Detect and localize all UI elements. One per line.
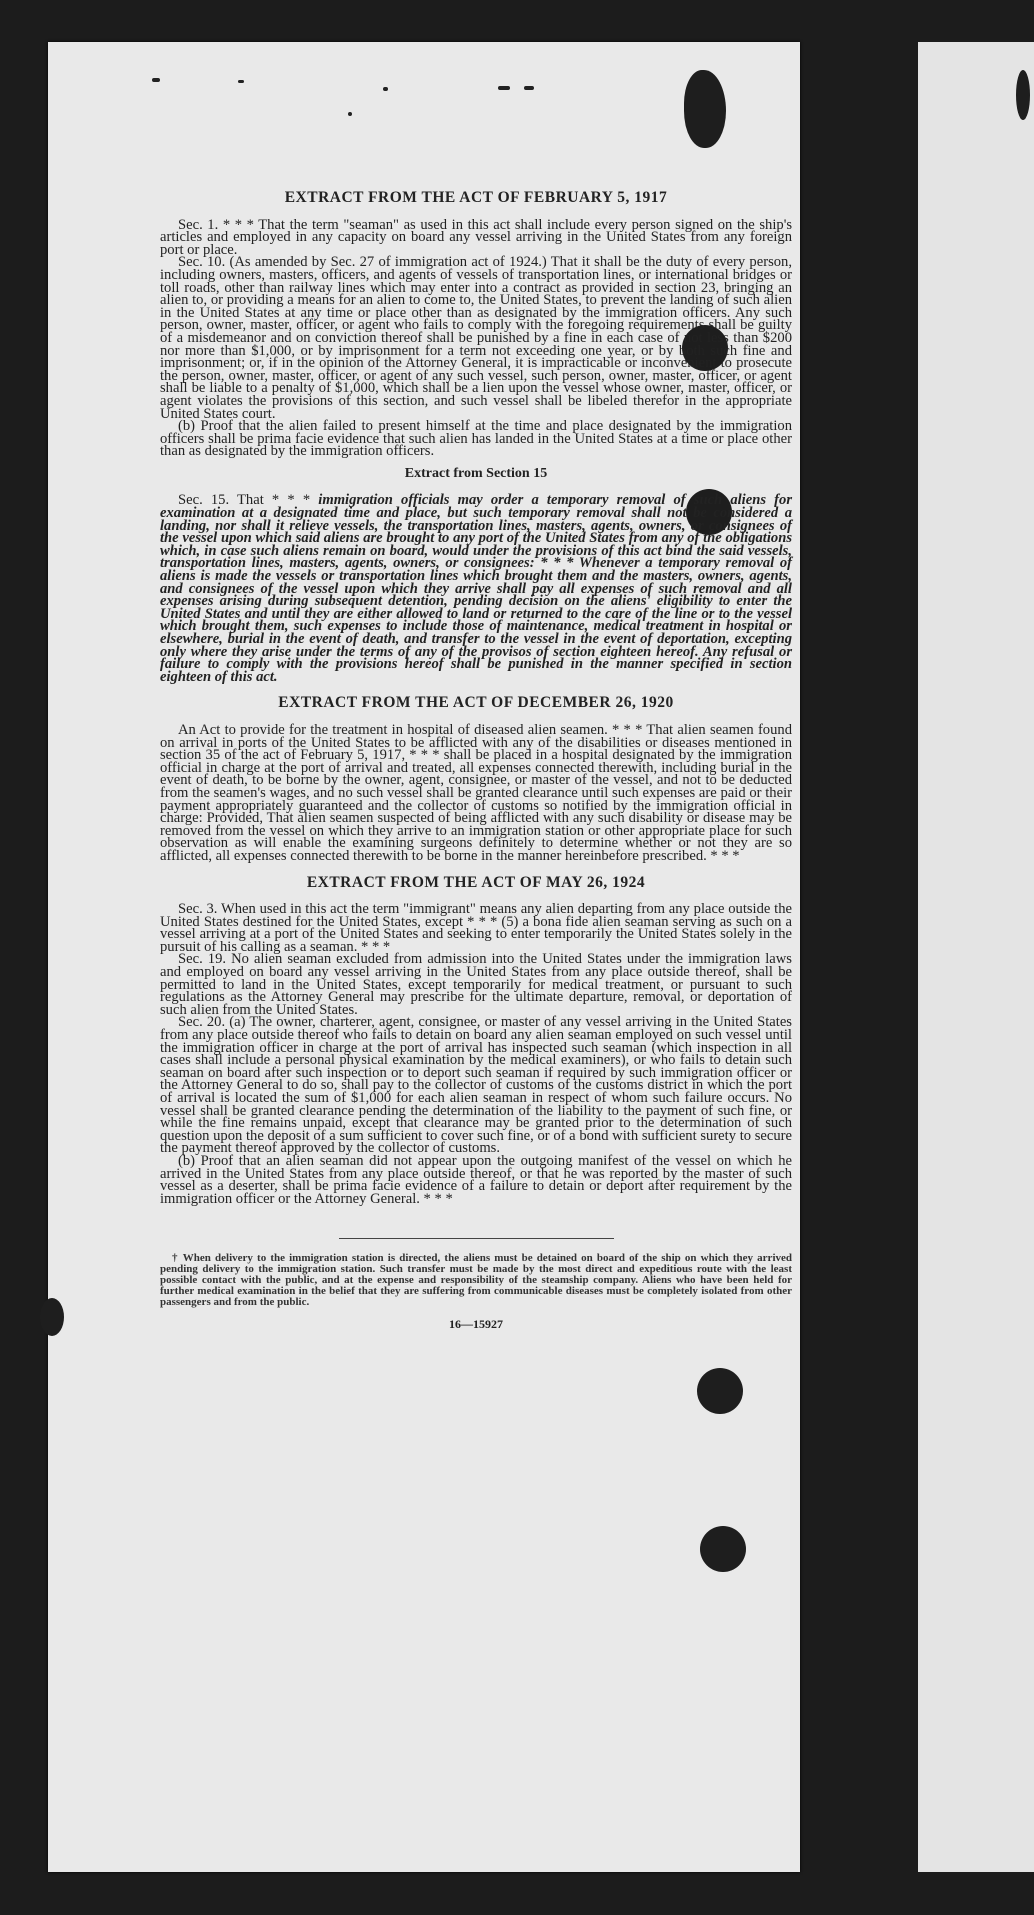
paragraph-sec-19: Sec. 19. No alien seaman excluded from admission into the United States under the immigration laws and employed on board any vessel arriving in the United States from any place outside thereof, shall be permitted to land in the United States, except temporarily for medical treatment, or pursuant to such regulations as the Attorney General may prescribe for the ultimate departure, removal, or deportation of such alien from the United States. <box>160 951 792 1018</box>
paragraph-sec-15 <box>160 494 792 683</box>
margin-blot <box>1016 70 1030 120</box>
paragraph-act-1920: An Act to provide for the treatment in hospital of diseased alien seamen. * * * That alien seamen found on arrival in ports of the United States to be afflicted with any of the disabilities or diseases mentioned in section 35 of the act of February 5, 1917, * * * shall be placed in a hospital designated by the immigration official in charge at the port of arrival and treated, all expenses connected therewith, including burial in the event of death, to be borne by the owner, agent, consignee, or master of the vessel, and not to be deducted from the seamen's wages, and no such vessel shall be granted clearance until such expenses are paid or their payment appropriately guaranteed and the collector of customs so notified by the immigration official in charge: Provided, That alien seamen suspected of being afflicted with any such disability or disease may be removed from the vessel on which they arrive to an immigration station or other appropriate place for such observation as will enable the examining surgeons definitely to determine whether or not they are so afflicted, all expenses connected therewith to be borne in the manner hereinbefore prescribed. * * * <box>160 721 792 864</box>
ink-blot <box>684 70 726 148</box>
heading-act-1920: EXTRACT FROM THE ACT OF DECEMBER 26, 1920 <box>278 694 674 712</box>
ink-speck <box>524 86 534 90</box>
sec-15-text: immigration officials may order a temporary removal of such aliens for examination at a designated time and place, but such temporary removal shall not be considered a landing, nor shall it relieve vessels, the transportation lines, masters, agents, owners, or consignees of the vessel upon which said aliens are brought to any port of the United States from any of the obligations which, in case such aliens remain on board, would under the provisions of this act bind the said vessels, transportation lines, masters, agents, owners, or consignees: * * * Whenever a temporary removal of aliens is made the vessels or transportation lines which brought them and the masters, owners, agents, and consignees of the vessel upon which they arrive shall pay all expenses of such removal and all expenses arising during subsequent detention, pending decision on the aliens' eligibility to enter the United States and until they are either allowed to land or returned to the care of the line or to the vessel which brought them, such expenses to include those of maintenance, medical treatment in hospital or elsewhere, burial in the event of death, and transfer to the vessel in the event of deportation, excepting only where they arise under the terms of any of the provisos of section eighteen hereof. Any refusal or failure to comply with the provisions hereof shall be punished in the manner specified in section eighteen of this act. <box>160 492 793 685</box>
heading-act-1917: EXTRACT FROM THE ACT OF FEBRUARY 5, 1917 <box>284 189 668 206</box>
ink-speck <box>383 87 388 91</box>
ink-speck <box>152 78 160 82</box>
document-page <box>48 42 800 1872</box>
document-body <box>160 189 793 1332</box>
sec-15-lead: Sec. 15. That * * * <box>178 492 311 509</box>
paragraph-sec-3: Sec. 3. When used in this act the term "immigrant" means any alien departing from any place outside the United States destined for the United States, except * * * (5) a bona fide alien seaman serving as such on a vessel arriving at a port of the United States and seeking to enter temporarily the United States solely in the pursuit of his calling as a seaman. * * * <box>160 901 792 955</box>
punch-hole <box>697 1368 743 1414</box>
footnote-divider <box>339 1238 614 1239</box>
paragraph-sec-20-b: (b) Proof that an alien seaman did not appear upon the outgoing manifest of the vessel on which he arrived in the United States from any place outside thereof, or that he was reported by the master of such vessel as a deserter, shall be prima facie evidence of a failure to detain or deport after requirement by the immigration officer or the Attorney General. * * * <box>160 1152 792 1207</box>
paragraph-sec-10-b: (b) Proof that the alien failed to present himself at the time and place designated by the immigration officers shall be prima facie evidence that such alien has landed in the United States at a time or place other than as designated by the immigration officers. <box>160 418 792 460</box>
punch-hole <box>700 1526 746 1572</box>
adjacent-page-edge <box>918 42 1034 1872</box>
ink-speck <box>348 112 352 116</box>
subheading-section-15: Extract from Section 15 <box>404 465 548 481</box>
ink-speck <box>238 80 244 83</box>
page-number: 16—15927 <box>449 1317 503 1332</box>
heading-act-1924: EXTRACT FROM THE ACT OF MAY 26, 1924 <box>306 873 646 891</box>
paragraph-sec-1: Sec. 1. * * * That the term "seaman" as used in this act shall include every person signed on the ship's articles and employed in any capacity on board any vessel arriving in the United States from any foreign port or place. <box>160 216 792 258</box>
margin-blot <box>40 1298 64 1336</box>
paragraph-sec-10: Sec. 10. (As amended by Sec. 27 of immigration act of 1924.) That it shall be the duty of every person, including owners, masters, officers, and agents of vessels of transportation lines, or international bridges or toll roads, other than railway lines which may enter into a contract as provided in section 23, bringing an alien to, or providing a means for an alien to come to, the United States, to prevent the landing of such alien in the United States at any time or place other than as designated by the immigration officers. Any such person, owner, master, officer, or agent who fails to comply with the foregoing requirements shall be guilty of a misdemeanor and on conviction thereof shall be punished by a fine in each case of not less than $200 nor more than $1,000, or by imprisonment for a term not exceeding one year, or by both such fine and imprisonment; or, if in the opinion of the Attorney General, it is impracticable or inconvenient to prosecute the person, owner, master, officer, or agent of any such vessel, such person, owner, master, officer, or agent shall be liable to a penalty of $1,000, which shall be a lien upon the vessel whose owner, master, officer, or agent violates the provisions of this section, and such vessel shall be libeled therefor in the appropriate United States court. <box>160 254 792 422</box>
paragraph-sec-20: Sec. 20. (a) The owner, charterer, agent, consignee, or master of any vessel arriving in the United States from any place outside thereof who fails to detain on board any alien seaman employed on such vessel until the immigration officer in charge at the port of arrival has inspected such seaman (which inspection in all cases shall include a personal physical examination by the medical examiners), or who fails to detain such seaman on board after such inspection or to deport such seaman if required by such immigration officer or the Attorney General to do so, shall pay to the collector of customs of the customs district in which the port of arrival is located the sum of $1,000 for each alien seaman in respect of whom such failure occurs. No vessel shall be granted clearance pending the determination of the liability to the payment of such fine, or while the fine remains unpaid, except that clearance may be granted prior to the determination of such question upon the deposit of a sum sufficient to cover such fine, or of a bond with sufficient surety to secure the payment thereof approved by the collector of customs. <box>160 1014 792 1157</box>
ink-speck <box>498 86 510 90</box>
footnote: † When delivery to the immigration station is directed, the aliens must be detained on board of the ship on which they arrived pending delivery to the immigration station. Such transfer must be made by the most direct and expeditious route with the least possible contact with the public, and at the expense and responsibility of the steamship company. Aliens who have been held for further medical examination in the belief that they are suffering from communicable diseases must be completely isolated from other passengers and from the public. <box>160 1252 792 1309</box>
